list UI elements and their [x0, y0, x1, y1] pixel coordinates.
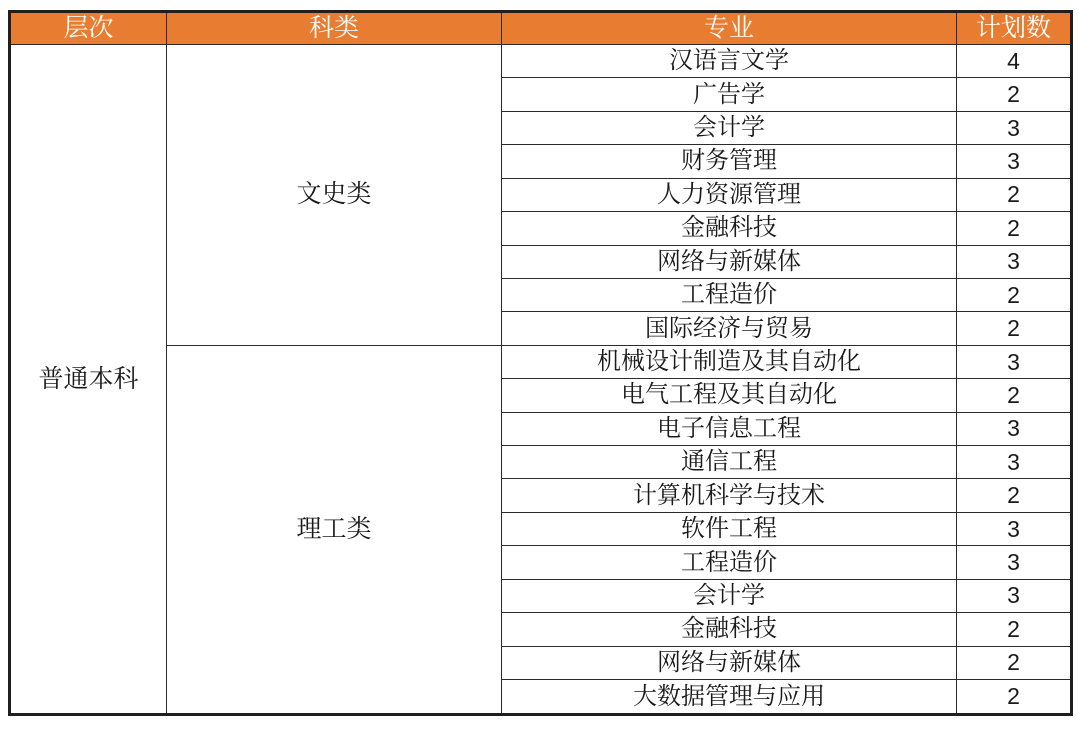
table-row [10, 345, 1072, 378]
plan-count-cell: 3 [957, 579, 1072, 612]
plan-count-cell: 2 [957, 212, 1072, 245]
major-cell: 电子信息工程 [502, 412, 957, 445]
major-cell: 广告学 [502, 78, 957, 111]
major-cell: 计算机科学与技术 [502, 479, 957, 512]
plan-count-cell: 2 [957, 479, 1072, 512]
plan-count-cell: 3 [957, 546, 1072, 579]
major-cell: 汉语言文学 [502, 45, 957, 78]
plan-count-cell: 3 [957, 345, 1072, 378]
major-cell: 会计学 [502, 111, 957, 144]
plan-count-cell: 2 [957, 78, 1072, 111]
table-body [10, 45, 1072, 715]
major-cell: 国际经济与贸易 [502, 312, 957, 345]
level-cell: 普通本科 [10, 45, 167, 715]
category-cell: 文史类 [167, 45, 502, 346]
major-cell: 会计学 [502, 579, 957, 612]
category-cell: 理工类 [167, 345, 502, 714]
header-level: 层次 [10, 12, 167, 45]
plan-count-cell: 3 [957, 512, 1072, 545]
major-cell: 大数据管理与应用 [502, 680, 957, 715]
major-cell: 网络与新媒体 [502, 245, 957, 278]
enrollment-plan-table [8, 10, 1073, 716]
header-row [10, 12, 1072, 45]
major-cell: 网络与新媒体 [502, 646, 957, 679]
plan-count-cell: 2 [957, 379, 1072, 412]
major-cell: 通信工程 [502, 446, 957, 479]
major-cell: 软件工程 [502, 512, 957, 545]
header-major: 专业 [502, 12, 957, 45]
major-cell: 工程造价 [502, 278, 957, 311]
major-cell: 财务管理 [502, 145, 957, 178]
header-plan-count: 计划数 [957, 12, 1072, 45]
plan-count-cell: 2 [957, 312, 1072, 345]
plan-count-cell: 2 [957, 613, 1072, 646]
plan-count-cell: 2 [957, 646, 1072, 679]
header-category: 科类 [167, 12, 502, 45]
plan-count-cell: 3 [957, 145, 1072, 178]
major-cell: 机械设计制造及其自动化 [502, 345, 957, 378]
major-cell: 金融科技 [502, 613, 957, 646]
plan-count-cell: 3 [957, 412, 1072, 445]
table-header [10, 12, 1072, 45]
plan-count-cell: 3 [957, 245, 1072, 278]
plan-count-cell: 2 [957, 278, 1072, 311]
major-cell: 电气工程及其自动化 [502, 379, 957, 412]
plan-count-cell: 4 [957, 45, 1072, 78]
major-cell: 工程造价 [502, 546, 957, 579]
table-row [10, 45, 1072, 78]
major-cell: 人力资源管理 [502, 178, 957, 211]
major-cell: 金融科技 [502, 212, 957, 245]
plan-count-cell: 2 [957, 178, 1072, 211]
plan-count-cell: 3 [957, 446, 1072, 479]
plan-count-cell: 2 [957, 680, 1072, 715]
plan-count-cell: 3 [957, 111, 1072, 144]
